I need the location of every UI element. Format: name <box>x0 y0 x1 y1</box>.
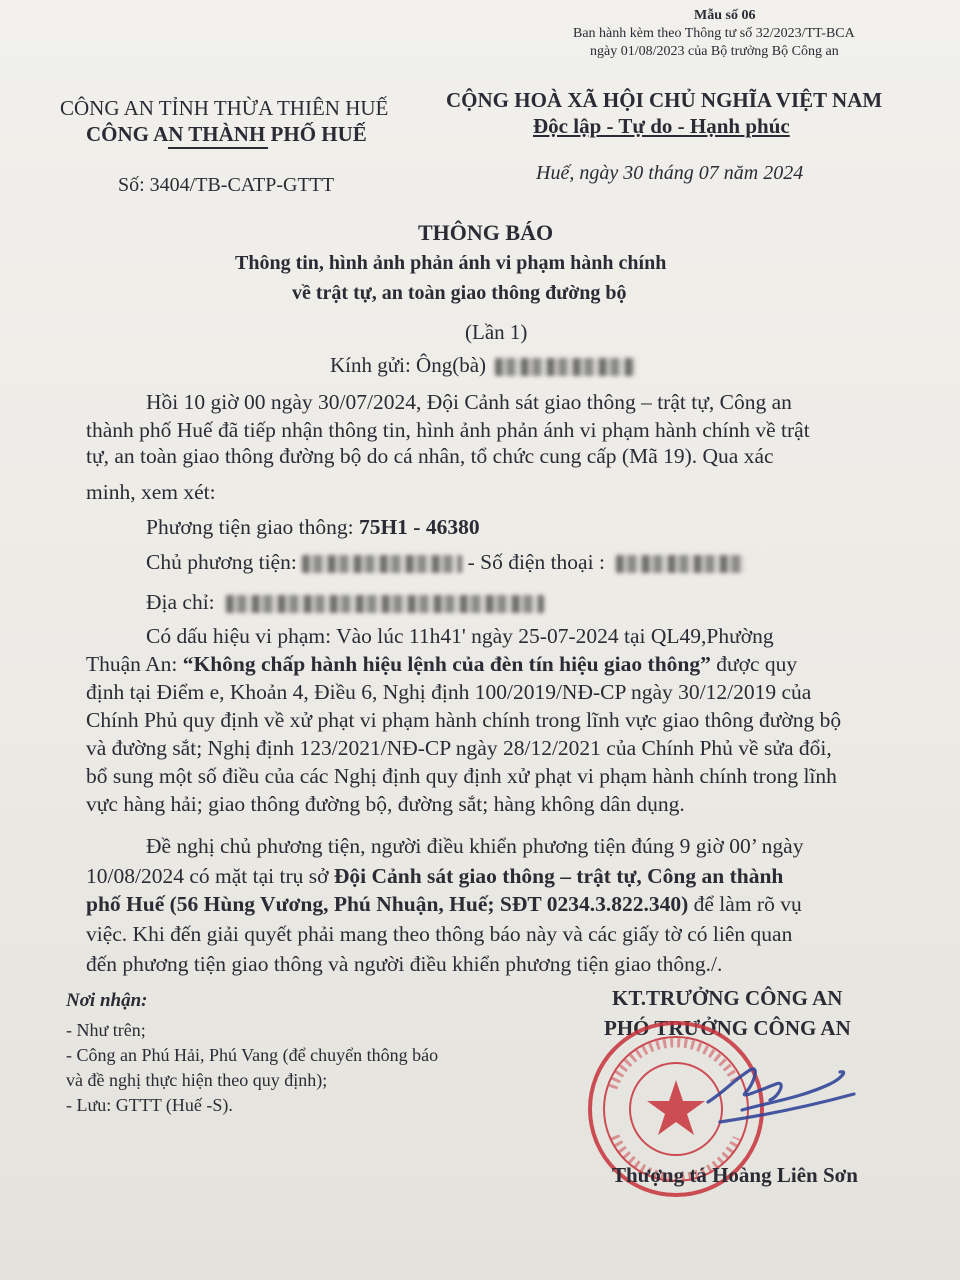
paragraph2-line2 <box>86 650 797 678</box>
address-label: Địa chỉ: <box>146 590 215 614</box>
paragraph3-line3-suffix: để làm rõ vụ <box>688 892 802 916</box>
agency-underline <box>168 147 268 149</box>
form-number: Mẫu số 06 <box>694 8 756 23</box>
paragraph3-line2-prefix: 10/08/2024 có mặt tại trụ sở <box>86 864 334 888</box>
national-motto: Độc lập - Tự do - Hạnh phúc <box>533 114 790 138</box>
summons-office: Đội Cảnh sát giao thông – trật tự, Công an thành <box>333 864 784 888</box>
paragraph2-line3: định tại Điểm e, Khoản 4, Điều 6, Nghị định 100/2019/NĐ-CP ngày 30/12/2019 của <box>86 680 812 704</box>
paragraph3-line4: việc. Khi đến giải quyết phải mang theo thông báo này và các giấy tờ có liên quan <box>86 922 793 946</box>
redacted-phone-number <box>616 555 744 573</box>
recipient-item: - Lưu: GTTT (Huế -S). <box>66 1095 233 1115</box>
agency-parent: CÔNG AN TỈNH THỪA THIÊN HUẾ <box>60 96 389 120</box>
recipient-item: và đề nghị thực hiện theo quy định); <box>66 1070 328 1090</box>
signatory-name: Thượng tá Hoàng Liên Sơn <box>612 1163 858 1187</box>
document-reference-number: Số: 3404/TB-CATP-GTTT <box>118 174 335 196</box>
paragraph2-line5: và đường sắt; Nghị định 123/2021/NĐ-CP ngày 28/12/2021 của Chính Phủ về sửa đổi, <box>86 736 832 760</box>
form-legal-basis-line2: ngày 01/08/2023 của Bộ trưởng Bộ Công an <box>590 44 839 59</box>
owner-row <box>146 548 744 576</box>
document-title: THÔNG BÁO <box>418 220 554 245</box>
phone-label: - Số điện thoại : <box>467 550 605 574</box>
salutation <box>330 353 635 378</box>
paragraph1-line4: minh, xem xét: <box>86 480 216 504</box>
handwritten-signature <box>690 1040 860 1140</box>
agency-name: CÔNG AN THÀNH PHỐ HUẾ <box>86 122 367 146</box>
salutation-text: Kính gửi: Ông(bà) <box>330 353 487 377</box>
signatory-deputy-role: PHÓ TRƯỞNG CÔNG AN <box>604 1016 851 1040</box>
document-subtitle-line2: về trật tự, an toàn giao thông đường bộ <box>292 282 627 304</box>
paragraph2-line6: bổ sung một số điều của các Nghị định quy định xử phạt vi phạm hành chính trong lĩnh <box>86 764 837 788</box>
form-legal-basis-line1: Ban hành kèm theo Thông tư số 32/2023/TT-BCA <box>573 26 855 41</box>
paragraph3-line5: đến phương tiện giao thông và người điều khiển phương tiện giao thông./. <box>86 952 723 976</box>
vehicle-label: Phương tiện giao thông: <box>146 515 359 539</box>
paragraph1-line2: thành phố Huế đã tiếp nhận thông tin, hình ảnh phản ánh vi phạm hành chính về trật <box>86 418 810 442</box>
issue-date: Huế, ngày 30 tháng 07 năm 2024 <box>536 162 804 184</box>
vehicle-plate: 75H1 - 46380 <box>358 515 480 539</box>
redacted-address <box>226 595 544 613</box>
signatory-role: KT.TRƯỞNG CÔNG AN <box>612 986 843 1010</box>
vehicle-row <box>146 513 480 541</box>
recipient-item: - Như trên; <box>66 1020 146 1040</box>
national-title: CỘNG HOÀ XÃ HỘI CHỦ NGHĨA VIỆT NAM <box>446 88 883 112</box>
redacted-recipient-name <box>495 358 635 376</box>
paragraph1-line1: Hồi 10 giờ 00 ngày 30/07/2024, Đội Cảnh sát giao thông – trật tự, Công an <box>146 390 792 414</box>
recipient-item: - Công an Phú Hải, Phú Vang (để chuyển thông báo <box>66 1045 439 1065</box>
paragraph2-line2-suffix: được quy <box>710 652 798 676</box>
paragraph1-line3: tự, an toàn giao thông đường bộ do cá nhân, tổ chức cung cấp (Mã 19). Qua xác <box>86 444 774 468</box>
paragraph2-line1: Có dấu hiệu vi phạm: Vào lúc 11h41' ngày 25-07-2024 tại QL49,Phường <box>146 624 774 648</box>
paragraph2-line7: vực hàng hải; giao thông đường bộ, đường sắt; hàng không dân dụng. <box>86 792 685 816</box>
paragraph2-line2-prefix: Thuận An: <box>86 652 183 676</box>
paragraph2-line4: Chính Phủ quy định về xử phạt vi phạm hành chính trong lĩnh vực giao thông đường bộ <box>86 708 842 732</box>
address-row <box>146 588 544 616</box>
violation-description: “Không chấp hành hiệu lệnh của đèn tín hiệu giao thông” <box>182 652 711 676</box>
document-subtitle-line1: Thông tin, hình ảnh phản ánh vi phạm hành chính <box>235 252 667 274</box>
owner-label: Chủ phương tiện: <box>146 550 297 574</box>
redacted-owner-name <box>302 555 462 573</box>
summons-address: phố Huế (56 Hùng Vương, Phú Nhuận, Huế; SĐT 0234.3.822.340) <box>86 892 689 916</box>
paragraph3-line2 <box>86 862 783 890</box>
recipients-title: Nơi nhận: <box>66 990 148 1011</box>
notice-round: (Lần 1) <box>465 320 528 344</box>
paragraph3-line3 <box>86 890 802 918</box>
paragraph3-line1: Đề nghị chủ phương tiện, người điều khiển phương tiện đúng 9 giờ 00’ ngày <box>146 834 804 858</box>
